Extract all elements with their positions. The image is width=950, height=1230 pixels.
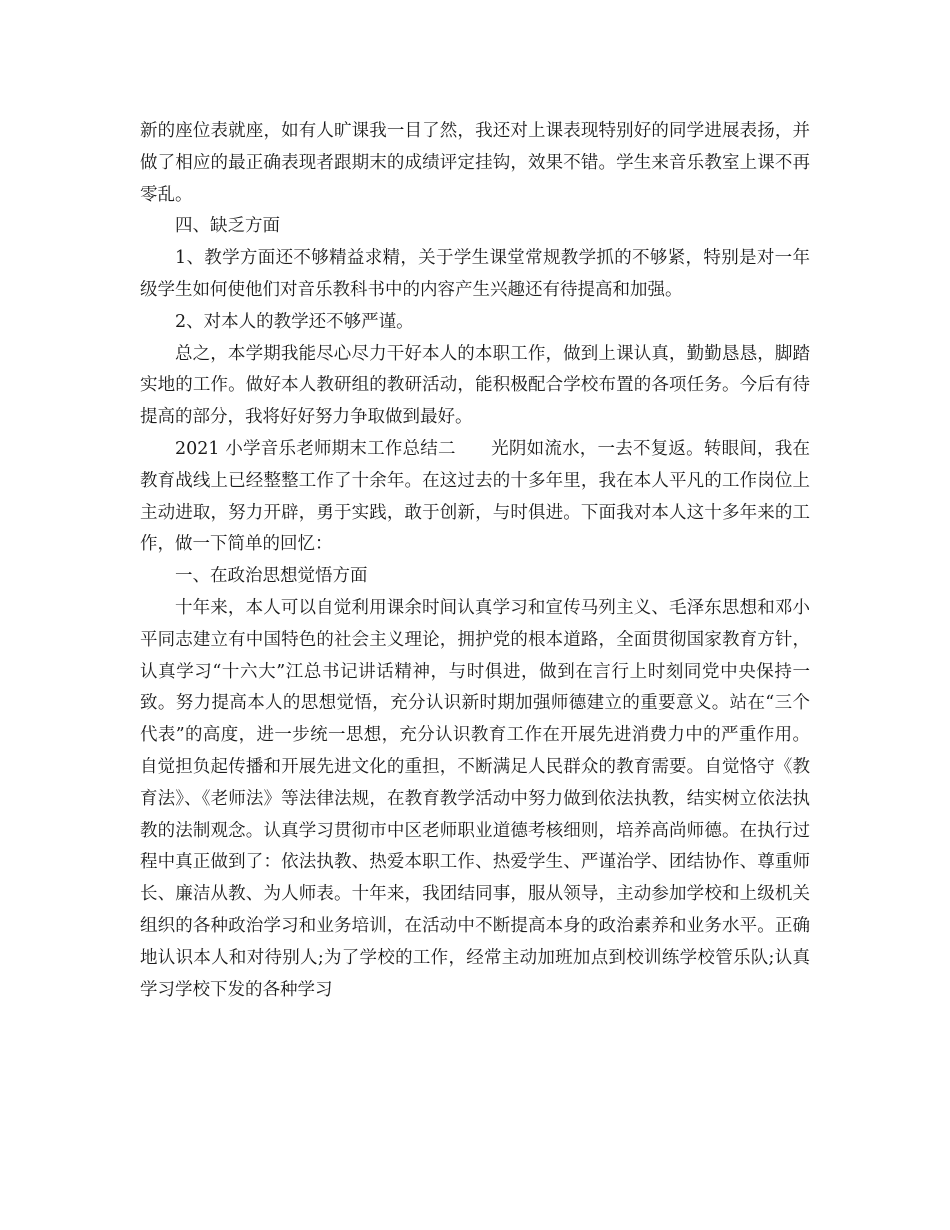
paragraph-continued: 新的座位表就座，如有人旷课我一目了然，我还对上课表现特别好的同学进展表扬，并做了相应的最正确表现者跟期末的成绩评定挂钩，效果不错。学生来音乐教室上课不再零乱。 (140, 121, 810, 205)
paragraph-political: 十年来，本人可以自觉利用课余时间认真学习和宣传马列主义、毛泽东思想和邓小平同志建立有中国特色的社会主义理论，拥护党的根本道路，全面贯彻国家教育方针，认真学习“十六大”江总书记讲话精神，与时俱进，做到在言行上时刻同党中央保持一致。努力提高本人的思想觉悟，充分认识新时期加强师德建立的重要意义。站在“三个代表”的高度，进一步统一思想，充分认识教育工作在开展先进消费力中的严重作用。自觉担负起传播和开展先进文化的重担，不断满足人民群众的教育需要。自觉恪守《教育法》、《老师法》等法律法规，在教育教学活动中努力做到依法执教，结实树立依法执教的法制观念。认真学习贯彻市中区老师职业道德考核细则，培养高尚师德。在执行过程中真正做到了：依法执教、热爱本职工作、热爱学生、严谨治学、团结协作、尊重师长、廉洁从教、为人师表。十年来，我团结同事，服从领导，主动参加学校和上级机关组织的各种政治学习和业务培训，在活动中不断提高本身的政治素养和业务水平。正确地认识本人和对待别人;为了学校的工作，经常主动加班加点到校训练学校管乐队;认真学习学校下发的各种学习 (140, 597, 810, 1000)
document-body (140, 116, 810, 1006)
paragraph-summary-two-intro: 2021 小学音乐老师期末工作总结二 光阴如流水，一去不复返。转眼间，我在教育战线上已经整整工作了十余年。在这过去的十多年里，我在本人平凡的工作岗位上主动进取，努力开辟，勇于实践，敢于创新，与时俱进。下面我对本人这十多年来的工作，做一下简单的回忆： (140, 438, 810, 555)
paragraph-shortcoming-2: 2、对本人的教学还不够严谨。 (175, 311, 414, 332)
paragraph-conclusion: 总之，本学期我能尽心尽力干好本人的本职工作，做到上课认真，勤勤恳恳，脚踏实地的工作。做好本人教研组的教研活动，能积极配合学校布置的各项任务。今后有待提高的部分，我将好好努力争取做到最好。 (140, 343, 810, 428)
paragraph-shortcoming-1: 1、教学方面还不够精益求精，关于学生课堂常规教学抓的不够紧，特别是对一年级学生如何使他们对音乐教科书中的内容产生兴趣还有待提高和加强。 (140, 248, 810, 300)
section-heading-political: 一、在政治思想觉悟方面 (175, 566, 368, 587)
section-heading-shortcomings: 四、缺乏方面 (175, 216, 280, 237)
